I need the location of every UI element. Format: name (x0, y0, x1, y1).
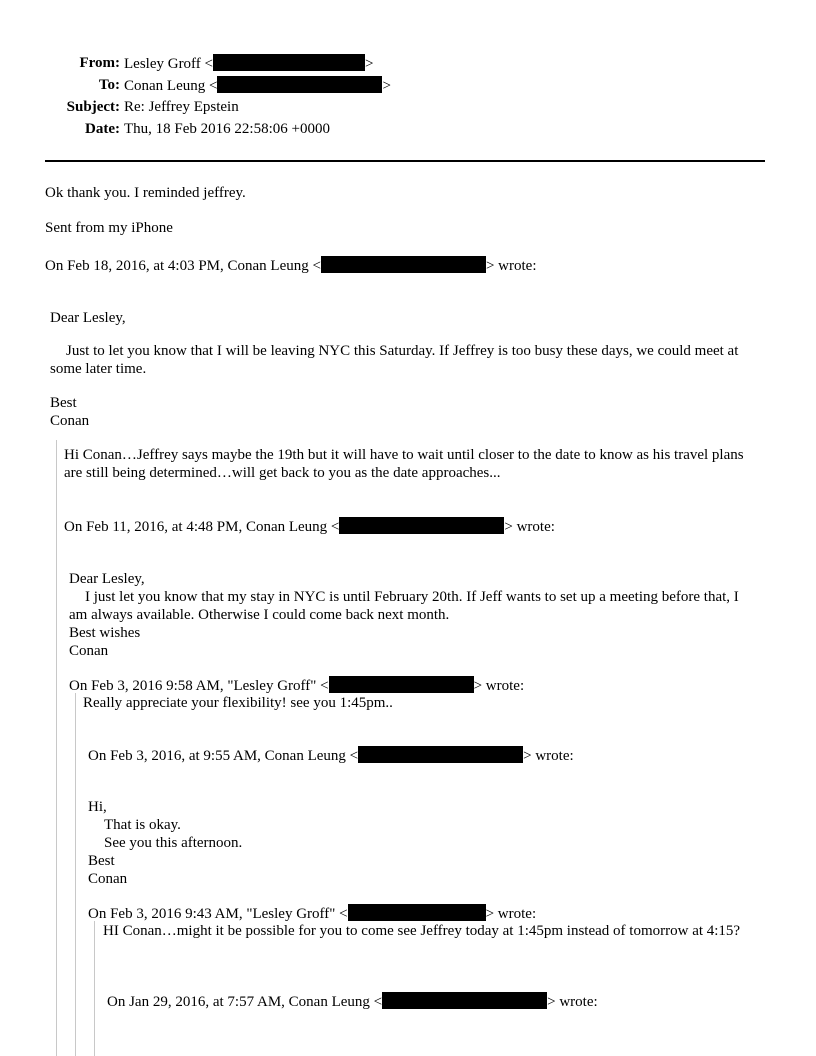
quote5-line2: See you this afternoon. (104, 835, 243, 851)
quote5-name: Conan (88, 871, 128, 887)
quote1-greeting: Dear Lesley, (50, 310, 126, 326)
quote2-paragraph: Hi Conan…Jeffrey says maybe the 19th but it will have to wait until closer to the date to know as his travel plans are still being determined…will get back to you as the date approaches... (64, 447, 744, 481)
from-gt: > (365, 56, 374, 72)
date-label: Date: (85, 121, 120, 137)
quote5-line1: That is okay. (104, 817, 181, 833)
quote-bar-level2 (75, 693, 76, 1056)
from-label: From: (79, 55, 120, 71)
attrib-text: On Feb 3, 2016 9:58 AM, "Lesley Groff" < (69, 678, 329, 694)
quote-bar-level3 (94, 921, 95, 1056)
redaction-box (213, 54, 365, 71)
attrib-text-end: > wrote: (485, 906, 537, 922)
to-label: To: (98, 77, 120, 93)
redaction-box (358, 746, 523, 763)
to-name: Conan Leung (124, 78, 206, 94)
redaction-box (329, 676, 474, 693)
header-divider (45, 160, 765, 162)
attrib-text-end: > wrote: (547, 994, 598, 1010)
from-lt: < (204, 56, 213, 72)
header-date (0, 120, 400, 140)
quote-bar-level1 (56, 440, 57, 1056)
attrib-text: On Feb 3, 2016 9:43 AM, "Lesley Groff" < (88, 906, 348, 922)
quote4-paragraph: Really appreciate your flexibility! see you 1:45pm.. (83, 695, 393, 711)
to-gt: > (382, 78, 391, 94)
attrib-text-end: > wrote: (485, 258, 537, 274)
quote4-attribution (88, 746, 574, 765)
attrib-text: On Jan 29, 2016, at 7:57 AM, Conan Leung < (107, 994, 383, 1010)
quote1-name: Conan (50, 413, 90, 429)
quote5-closing: Best (88, 853, 115, 869)
redaction-box (217, 76, 382, 93)
signature: Sent from my iPhone (45, 220, 173, 236)
attrib-text: On Feb 11, 2016, at 4:48 PM, Conan Leung < (64, 519, 340, 535)
quote6-attribution (107, 992, 598, 1011)
redaction-box (382, 992, 547, 1009)
reply-line: Ok thank you. I reminded jeffrey. (45, 185, 246, 201)
redaction-box (321, 256, 486, 273)
quote3-greeting: Dear Lesley, (69, 571, 145, 587)
attrib-text-end: > wrote: (504, 519, 555, 535)
quote3-closing: Best wishes (69, 625, 141, 641)
quote3-name: Conan (69, 643, 109, 659)
attrib-text-end: > wrote: (523, 748, 574, 764)
quote5-attribution (88, 904, 536, 923)
attrib-text-end: > wrote: (473, 678, 525, 694)
quote3-paragraph: I just let you know that my stay in NYC is until February 20th. If Jeff wants to set up a meeting before that, I am always available. Otherwise I could come back next month. (69, 589, 739, 623)
quote1-paragraph: Just to let you know that I will be leaving NYC this Saturday. If Jeffrey is too busy these days, we could meet at some later time. (50, 343, 739, 377)
to-lt: < (208, 78, 218, 94)
to-value (124, 76, 391, 95)
header-to (0, 76, 400, 96)
from-name: Lesley Groff (124, 56, 201, 72)
quote1-attribution (45, 256, 536, 275)
attrib-text: On Feb 3, 2016, at 9:55 AM, Conan Leung < (88, 748, 359, 764)
from-value (124, 54, 373, 73)
subject-value: Re: Jeffrey Epstein (124, 99, 239, 115)
date-value: Thu, 18 Feb 2016 22:58:06 +0000 (124, 121, 330, 137)
quote1-closing: Best (50, 395, 77, 411)
redaction-box (348, 904, 486, 921)
subject-label: Subject: (66, 99, 120, 115)
attrib-text: On Feb 18, 2016, at 4:03 PM, Conan Leung < (45, 258, 321, 274)
quote5-greeting: Hi, (88, 799, 107, 815)
redaction-box (339, 517, 504, 534)
header-subject (0, 98, 400, 118)
quote2-attribution (64, 517, 555, 536)
quote3-attribution (69, 676, 524, 695)
header-from (0, 54, 400, 74)
quote6-paragraph: HI Conan…might it be possible for you to come see Jeffrey today at 1:45pm instead of tomorrow at 4:15? (103, 923, 741, 939)
